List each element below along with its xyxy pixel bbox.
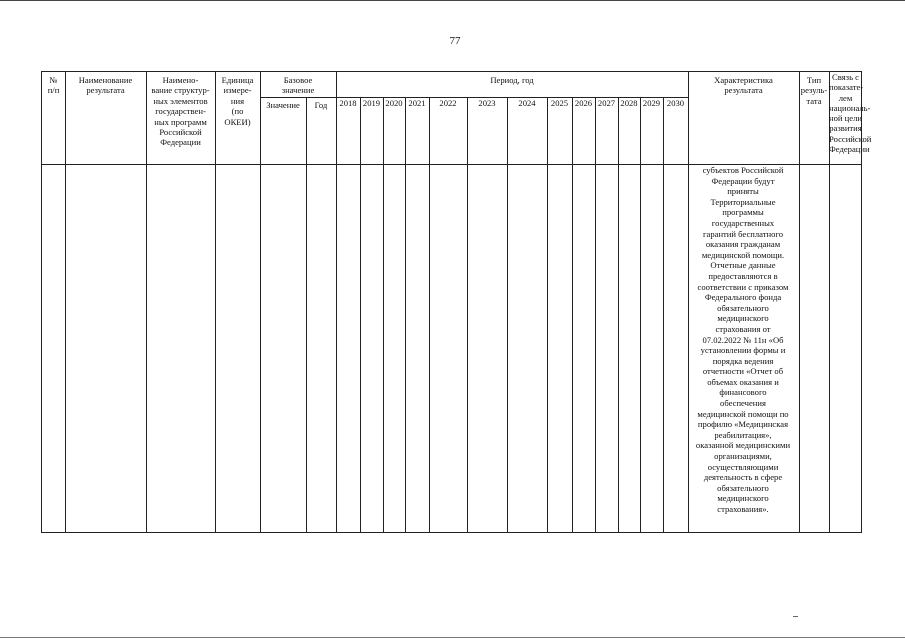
base-header-divider [260,97,336,98]
column-divider [260,72,261,532]
column-divider [799,72,800,532]
year-2028: 2028 [620,98,638,108]
header-characteristic: Характеристика результата [714,75,773,96]
column-divider [215,72,216,532]
year-2030: 2030 [666,98,685,108]
results-table [41,71,872,533]
year-2018: 2018 [339,98,357,108]
year-2021: 2021 [408,98,426,108]
header-base-value: Базовое значение [281,75,315,96]
subcolumn-divider [595,97,596,532]
year-2026: 2026 [574,98,593,108]
page-edge-top [0,0,905,1]
subcolumn-divider [507,97,508,532]
year-2019: 2019 [362,98,381,108]
header-structural-elements: Наимено- вание структур- ных элементов государствен- ных программ Российской Федерации [151,75,210,148]
header-number: № п/п [47,75,60,96]
subcolumn-divider [572,97,573,532]
year-2022: 2022 [439,98,457,108]
page-number: 77 [449,35,461,47]
header-result-type: Тип резуль- тата [800,75,828,106]
year-2020: 2020 [385,98,403,108]
subcolumn-divider [467,97,468,532]
year-2027: 2027 [597,98,616,108]
subcolumn-divider [405,97,406,532]
year-2029: 2029 [642,98,661,108]
subcolumn-divider [547,97,548,532]
year-2025: 2025 [550,98,569,108]
header-base-value-value: Значение [266,100,300,110]
subcolumn-divider [429,97,430,532]
subcolumn-divider [306,97,307,532]
year-2024: 2024 [518,98,536,108]
subcolumn-divider [360,97,361,532]
column-divider [65,72,66,532]
header-unit: Единица измере- ния (по ОКЕИ) [221,75,254,127]
subcolumn-divider [618,97,619,532]
subcolumn-divider [383,97,384,532]
result-characteristic-text: субъектов Российской Федерации будут приняты Территориальные программы государственных гарантий бесплатного оказания гражданам медицинской помощи. Отчетные данные предоставляются в соответствии с приказом Федерального фонда обязательного медицинского страхования от 07.02.2022 № 11н «Об установлении формы и порядка ведения отчетности «Отчет об объемах оказания и финансового обеспечения медицинской помощи по профилю «Медицинская реабилитация», оказанной медицинскими организациями, осуществляющими деятельность в сфере обязательного медицинского страхования». [695,165,791,514]
column-divider [336,72,337,532]
header-period: Период, год [490,75,534,85]
page-edge-bottom [0,637,905,638]
year-2023: 2023 [478,98,496,108]
header-result-name: Наименование результата [78,75,133,96]
scan-mark [793,616,798,617]
header-national-goal-link: Связь с показате- лем националь- ной цели развития Российской Федерации [829,72,872,155]
header-base-value-year: Год [314,100,328,110]
subcolumn-divider [663,97,664,532]
subcolumn-divider [640,97,641,532]
